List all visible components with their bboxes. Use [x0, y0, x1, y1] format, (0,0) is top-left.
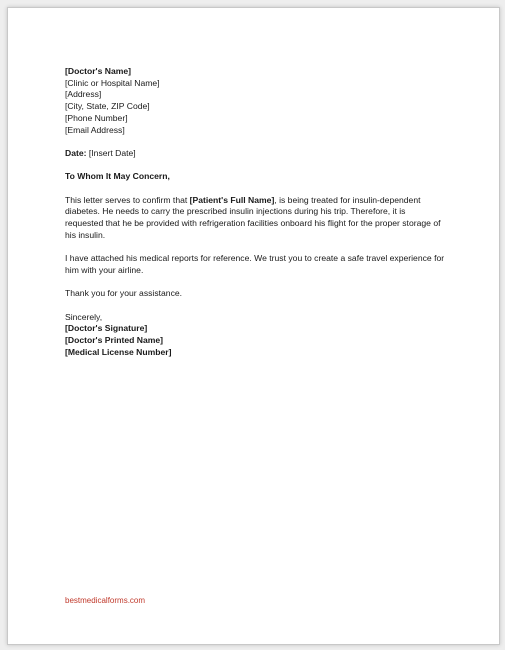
- date-label: Date:: [65, 147, 87, 158]
- phone-number: [Phone Number]: [65, 112, 128, 123]
- city-state-zip: [City, State, ZIP Code]: [65, 101, 150, 112]
- letter-body: [65, 66, 445, 358]
- medical-license-number: [Medical License Number]: [65, 346, 172, 357]
- footer-site-link[interactable]: bestmedicalforms.com: [65, 596, 146, 605]
- address: [Address]: [65, 89, 102, 100]
- email-address: [Email Address]: [65, 124, 125, 135]
- valediction: Sincerely,: [65, 311, 103, 322]
- date-value: [Insert Date]: [88, 147, 136, 158]
- paragraph-2: I have attached his medical reports for reference. We trust you to create a safe travel experience for him with your airline.: [65, 253, 445, 275]
- salutation: To Whom It May Concern,: [65, 171, 170, 182]
- paragraph-1: This letter serves to confirm that [Patient's Full Name], is being treated for insulin-dependent diabetes. He needs to carry the prescribed insulin injections during his trip. Therefore, it is requested that he be provided with refrigeration facilities onboard his flight for the proper storage of his insulin.: [65, 194, 441, 240]
- doctor-name: [Doctor's Name]: [65, 66, 132, 76]
- patient-name: [Patient's Full Name]: [189, 194, 275, 205]
- document-page: [7, 7, 500, 645]
- closing-block: [65, 312, 445, 359]
- doctor-printed-name: [Doctor's Printed Name]: [65, 335, 164, 346]
- paragraph-3: Thank you for your assistance.: [65, 288, 183, 299]
- date-line: [65, 148, 445, 160]
- clinic-name: [Clinic or Hospital Name]: [65, 77, 160, 88]
- sender-block: [65, 66, 445, 136]
- doctor-signature: [Doctor's Signature]: [65, 323, 148, 334]
